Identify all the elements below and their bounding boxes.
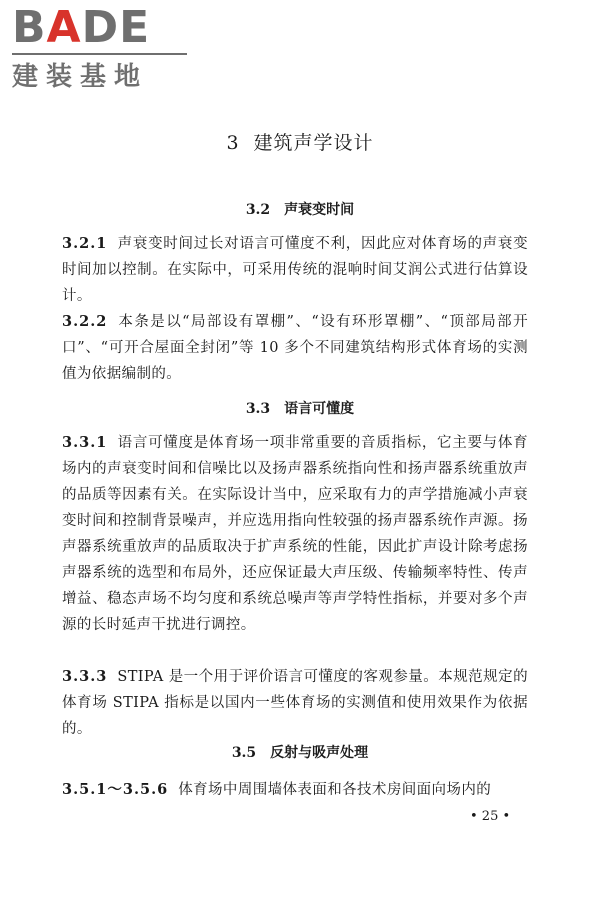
clause-text: 本条是以“局部设有罩棚”、“设有环形罩棚”、“顶部局部开口”、“可开合屋面全封闭”等 10 多个不同建筑结构形式体育场的实测值为依据编制的。 [62, 314, 528, 382]
clause-number: 3.2.2 [62, 313, 108, 330]
chapter-title-text: 建筑声学设计 [253, 132, 374, 154]
clause-number: 3.5.1～3.5.6 [62, 781, 169, 798]
logo-wordmark: BADE [12, 2, 151, 53]
clause-3-5-1-to-3-5-6 [62, 777, 528, 803]
clause-text: STIPA 是一个用于评价语言可懂度的客观参量。本规范规定的体育场 STIPA 指标是以国内一些体育场的实测值和使用效果作为依据的。 [62, 669, 528, 737]
clause-number: 3.3.3 [62, 668, 108, 685]
section-heading-3-5: 3.5 反射与吸声处理 [231, 745, 369, 761]
section-heading-3-3: 3.3 语言可懂度 [245, 401, 355, 417]
clause-text: 声衰变时间过长对语言可懂度不利，因此应对体育场的声衰变时间加以控制。在实际中，可采用传统的混响时间艾润公式进行估算设计。 [62, 236, 528, 304]
clause-3-2-1 [62, 231, 528, 309]
clause-number: 3.3.1 [62, 434, 108, 451]
section-heading-3-2: 3.2 声衰变时间 [245, 202, 355, 218]
clause-3-3-3 [62, 664, 528, 742]
clause-3-3-1 [62, 430, 528, 638]
logo-subtitle: 建装基地 [12, 62, 149, 92]
chapter-number: 3 [226, 132, 240, 154]
clause-text: 语言可懂度是体育场一项非常重要的音质指标，它主要与体育场内的声衰变时间和信噪比以及扬声器系统指向性和扬声器系统重放声的品质等因素有关。在实际设计当中，应采取有力的声学措施减小声衰变时间和控制背景噪声，并应选用指向性较强的扬声器系统作声源。扬声器系统重放声的品质取决于扩声系统的性能，因此扩声设计除考虑扬声器系统的选型和布局外，还应保证最大声压级、传输频率特性、传声增益、稳态声场不均匀度和系统总噪声等声学特性指标，并要对多个声源的长时延声干扰进行调控。 [62, 435, 528, 633]
bade-logo [12, 2, 192, 92]
chapter-title [0, 128, 600, 158]
logo-divider [12, 53, 187, 55]
page-number: • 25 • [470, 809, 511, 824]
clause-number: 3.2.1 [62, 235, 108, 252]
clause-text: 体育场中周围墙体表面和各技术房间面向场内的 [178, 782, 492, 798]
clause-3-2-2 [62, 309, 528, 387]
